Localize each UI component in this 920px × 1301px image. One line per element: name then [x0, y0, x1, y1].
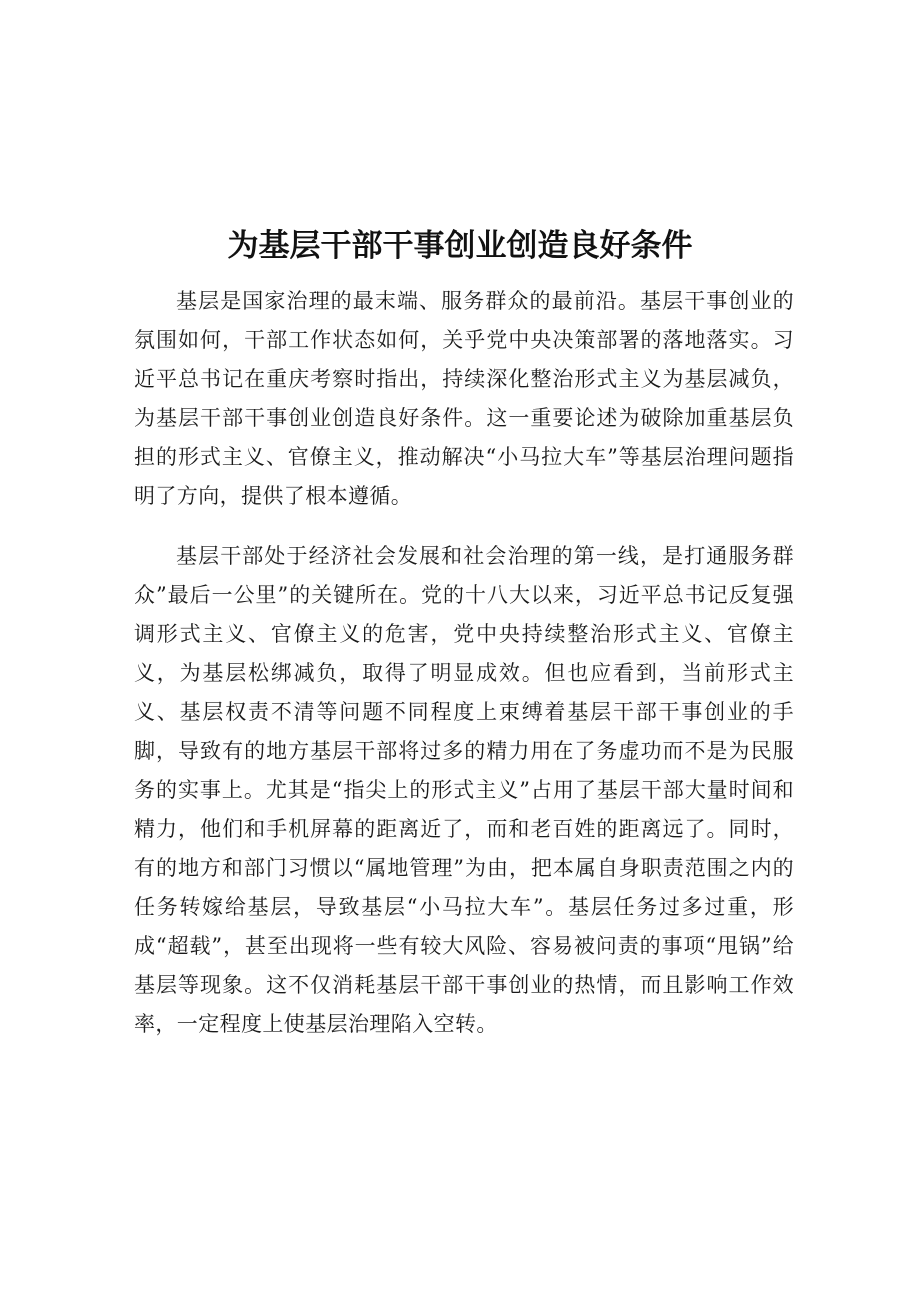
- paragraph-2: 基层干部处于经济社会发展和社会治理的第一线，是打通服务群众”最后一公里”的关键所在。党的十八大以来，习近平总书记反复强调形式主义、官僚主义的危害，党中央持续整治形式主义、官僚主义，为基层松绑减负，取得了明显成效。但也应看到，当前形式主义、基层权责不清等问题不同程度上束缚着基层干部干事创业的手脚，导致有的地方基层干部将过多的精力用在了务虚功而不是为民服务的实事上。尤其是“指尖上的形式主义”占用了基层干部大量时间和精力，他们和手机屏幕的距离近了，而和老百姓的距离远了。同时，有的地方和部门习惯以“属地管理”为由，把本属自身职责范围之内的任务转嫁给基层，导致基层“小马拉大车”。基层任务过多过重，形成“超载”，甚至出现将一些有较大风险、容易被问责的事项“甩锅”给基层等现象。这不仅消耗基层干部干事创业的热情，而且影响工作效率，一定程度上使基层治理陷入空转。: [134, 544, 794, 1036]
- document-title: 为基层干部干事创业创造良好条件: [227, 228, 693, 264]
- paragraph-1: 基层是国家治理的最末端、服务群众的最前沿。基层干事创业的氛围如何，干部工作状态如何，关乎党中央决策部署的落地落实。习近平总书记在重庆考察时指出，持续深化整治形式主义为基层减负，为基层干部干事创业创造良好条件。这一重要论述为破除加重基层负担的形式主义、官僚主义，推动解决“小马拉大车”等基层治理问题指明了方向，提供了根本遵循。: [134, 289, 794, 508]
